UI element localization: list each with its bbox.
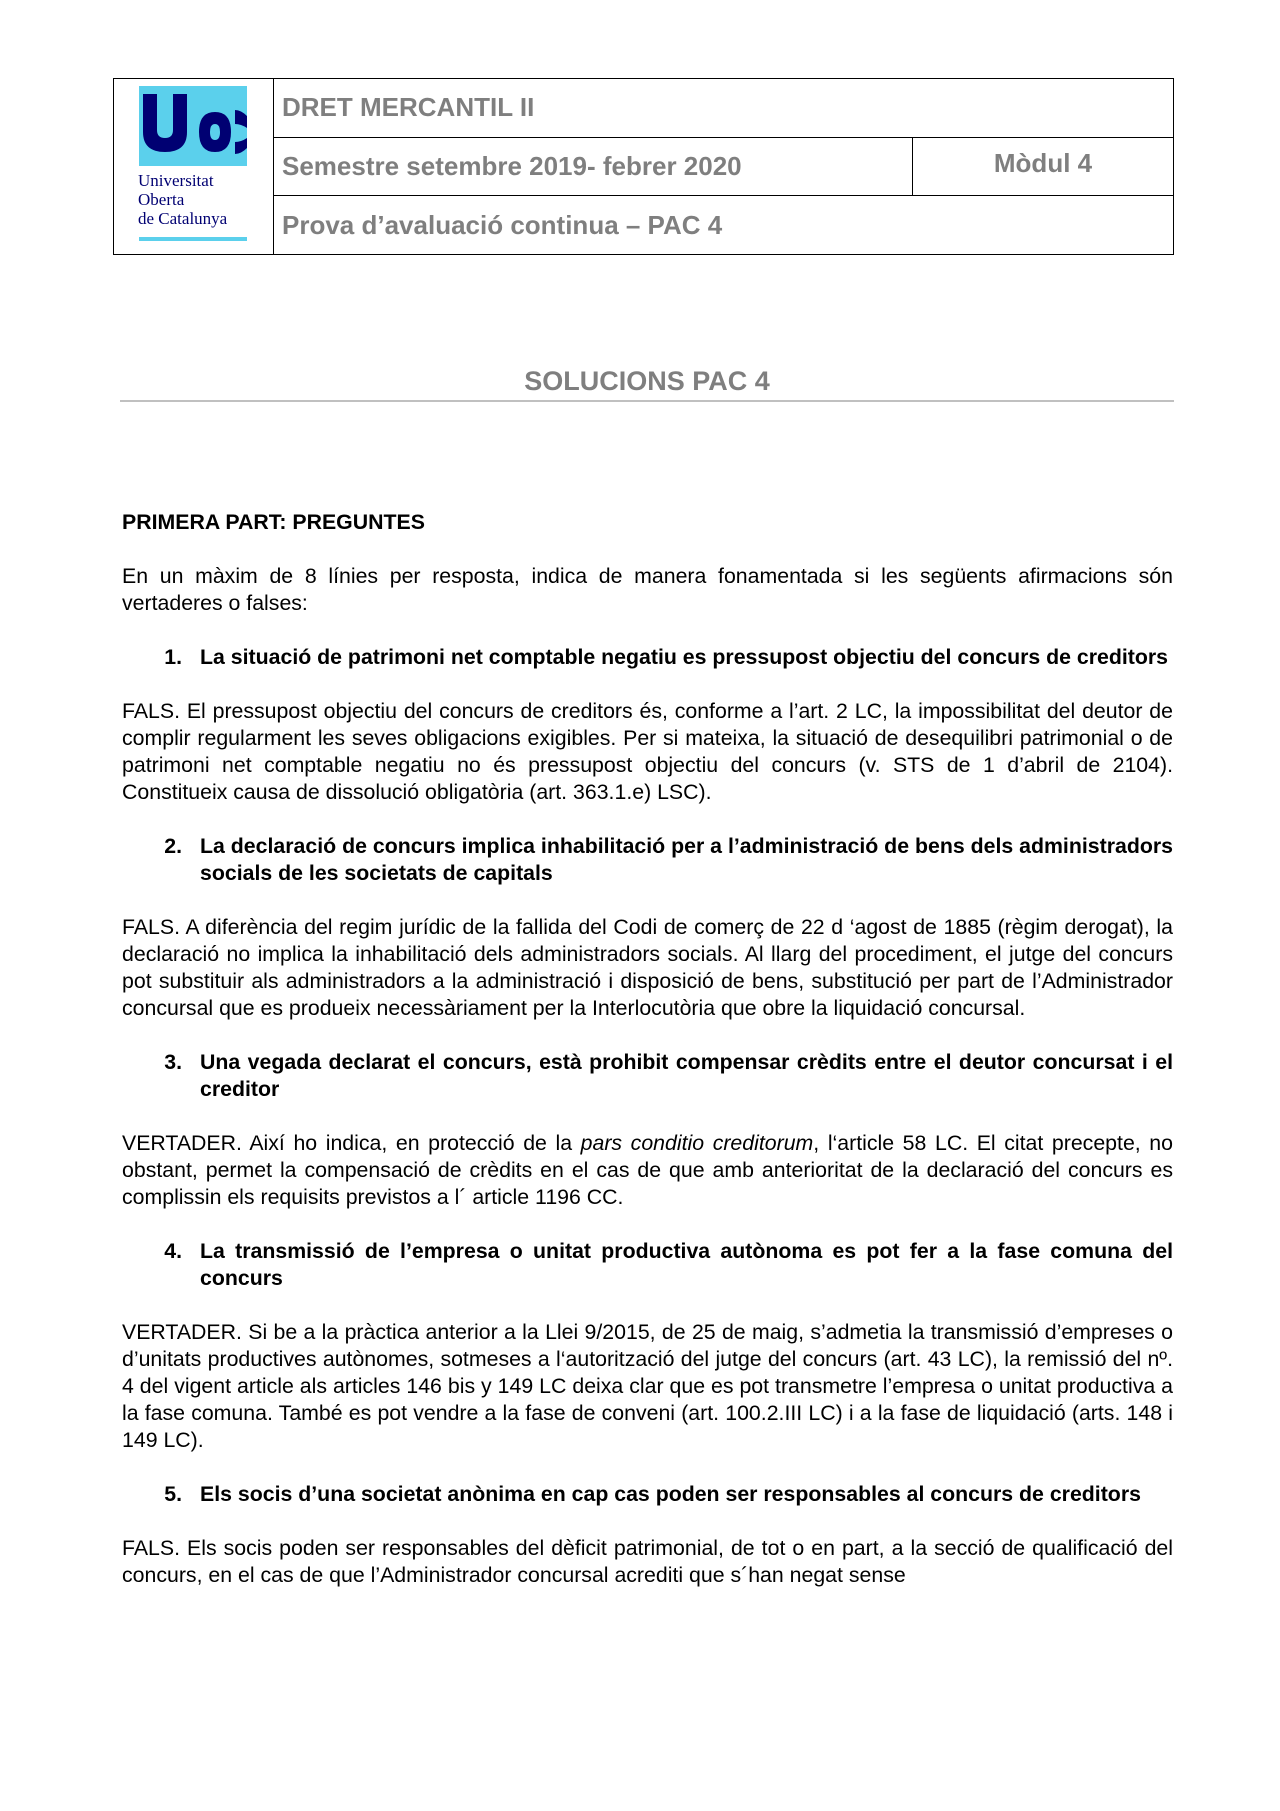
uoc-logo-mark — [139, 86, 247, 166]
module-text: Mòdul 4 — [993, 147, 1093, 178]
question-4 — [122, 1238, 1173, 1292]
header-table — [113, 78, 1174, 255]
question-text: La transmissió de l’empresa o unitat productiva autònoma es pot fer a la fase comuna del concurs — [200, 1239, 1173, 1290]
question-number: 2. — [164, 834, 182, 858]
section-heading: PRIMERA PART: PREGUNTES — [122, 510, 425, 534]
question-5 — [122, 1481, 1173, 1508]
answer-4: VERTADER. Si be a la pràctica anterior a la Llei 9/2015, de 25 de maig, s’admetia la transmissió d’empreses o d’unitats productives autònomes, sotmeses a l‘autorització del jutge del concurs (art. 43 LC), la remissió del nº. 4 del vigent article als articles 146 bis y 149 LC deixa clar que es pot transmetre l’empresa o unitat productiva a la fase comuna. També es pot vendre a la fase de conveni (art. 100.2.III LC) i a la fase de liquidació (arts. 148 i 149 LC). — [122, 1320, 1173, 1452]
answer-5: FALS. Els socis poden ser responsables del dèficit patrimonial, de tot o en part, a la secció de qualificació del concurs, en el cas de que l’Administrador concursal acrediti que s´han negat sense — [122, 1536, 1173, 1587]
intro-paragraph: En un màxim de 8 línies per resposta, indica de manera fonamentada si les següents afirmacions són vertaderes o falses: — [122, 564, 1173, 615]
question-2 — [122, 833, 1173, 887]
uoc-logo — [114, 79, 274, 254]
question-text: La declaració de concurs implica inhabilitació per a l’administració de bens dels administradors socials de les societats de capitals — [200, 834, 1173, 885]
uoc-logo-block — [139, 86, 247, 166]
semester-text: Semestre setembre 2019- febrer 2020 — [282, 151, 742, 181]
question-number: 4. — [164, 1239, 182, 1263]
semester-cell — [274, 138, 913, 196]
question-3 — [122, 1049, 1173, 1103]
answer-3-part2: , l‘article 58 LC. El citat precepte, no obstant, permet la compensació de crèdits en el cas de que amb anterioritat de la declaració del concurs es complissin els requisits previstos a l´ article 1196 CC. — [122, 1131, 1173, 1209]
module-cell — [913, 138, 1173, 196]
uoc-logo-line3: de Catalunya — [138, 209, 228, 228]
question-number: 5. — [164, 1482, 182, 1506]
question-1 — [122, 644, 1173, 671]
answer-3-part1: VERTADER. Així ho indica, en protecció de la — [122, 1131, 581, 1155]
question-number: 1. — [164, 645, 182, 669]
answer-2: FALS. A diferència del regim jurídic de la fallida del Codi de comerç de 22 d ‘agost de 1885 (règim derogat), la declaració no implica la inhabilitació dels administradors socials. Al llarg del procediment, el jutge del concurs pot substituir als administradors a la administració i disposició de bens, substitució per part de l’Administrador concursal que es produeix necessàriament per la Interlocutòria que obre la liquidació concursal. — [122, 915, 1173, 1020]
document-body — [122, 509, 1173, 1616]
uoc-logo-line2: Oberta — [138, 190, 185, 209]
question-text: Una vegada declarat el concurs, està prohibit compensar crèdits entre el deutor concursat i el creditor — [200, 1050, 1173, 1101]
header-row-assessment — [274, 195, 1173, 254]
title-underline — [120, 400, 1174, 402]
course-title: DRET MERCANTIL II — [282, 92, 535, 123]
question-number: 3. — [164, 1050, 182, 1074]
answer-3 — [122, 1130, 1173, 1211]
uoc-logo-text — [138, 171, 227, 228]
question-text: La situació de patrimoni net comptable negatiu es pressupost objectiu del concurs de creditors — [200, 645, 1169, 669]
header-info — [274, 79, 1173, 254]
assessment-text: Prova d’avaluació continua – PAC 4 — [282, 209, 723, 240]
uoc-logo-line1: Universitat — [138, 171, 214, 190]
uoc-logo-underline — [139, 237, 247, 241]
header-row-course — [274, 79, 1173, 137]
question-text: Els socis d’una societat anònima en cap cas poden ser responsables al concurs de creditors — [200, 1482, 1141, 1506]
header-row-semester — [274, 137, 1173, 196]
answer-3-latin-term: pars conditio creditorum — [580, 1131, 814, 1155]
page-title: SOLUCIONS PAC 4 — [524, 366, 770, 396]
answer-1: FALS. El pressupost objectiu del concurs de creditors és, conforme a l’art. 2 LC, la impossibilitat del deutor de complir regularment les seves obligacions exigibles. Per si mateixa, la situació de desequilibri patrimonial o de patrimoni net comptable negatiu no és pressupost objectiu del concurs (v. STS de 1 d’abril de 2104). Constitueix causa de dissolució obligatòria (art. 363.1.e) LSC). — [122, 699, 1173, 804]
